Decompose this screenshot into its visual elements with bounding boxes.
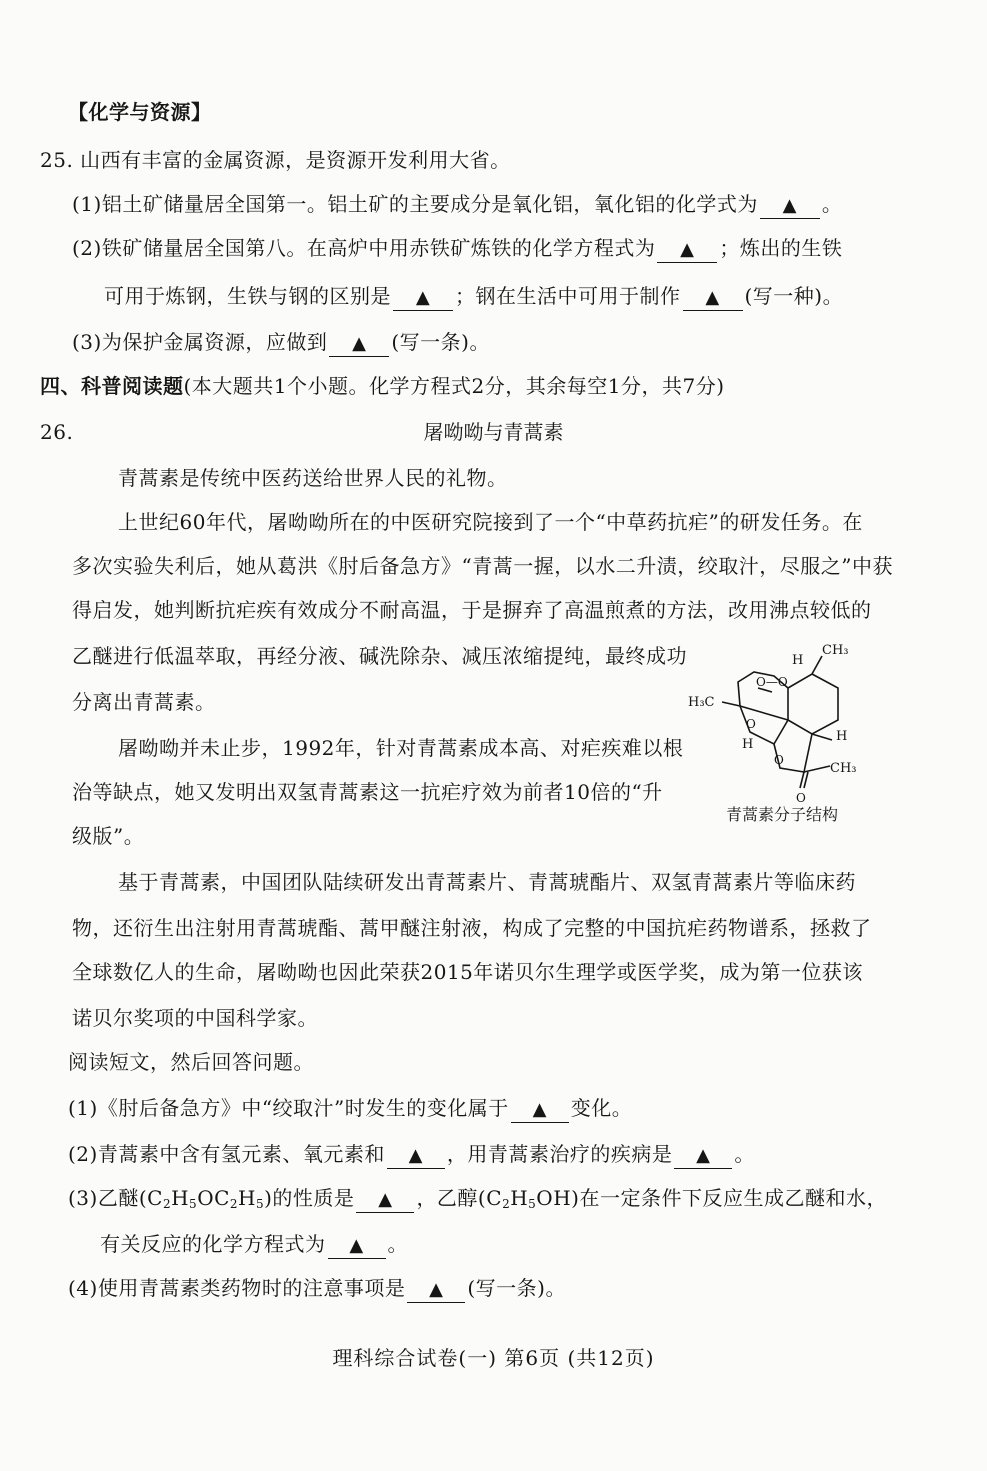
para2-line2: 多次实验失利后，她从葛洪《肘后备急方》“青蒿一握，以水二升渍，绞取汁，尽服之”中获 bbox=[72, 554, 893, 578]
answer-blank[interactable]: ▲ bbox=[760, 194, 820, 219]
q25-part1: (1)铝土矿储量居全国第一。铝土矿的主要成分是氧化铝，氧化铝的化学式为 ▲ 。 bbox=[72, 190, 842, 219]
figure-caption: 青蒿素分子结构 bbox=[726, 805, 839, 824]
ethanol-formula: $C_2H_5OH$ bbox=[486, 1186, 572, 1211]
cyclohexane-ring bbox=[788, 674, 838, 734]
para4-line2: 物，还衍生出注射用青蒿琥酯、蒿甲醚注射液，构成了完整的中国抗疟药物谱系，拯救了 bbox=[72, 916, 872, 940]
para1: 青蒿素是传统中医药送给世界人民的礼物。 bbox=[118, 466, 508, 490]
section-heading: 【化学与资源】 bbox=[68, 100, 212, 124]
oxygen-label: O—O bbox=[756, 675, 788, 689]
oxygen-label: O bbox=[796, 791, 806, 805]
q26-number: 26. bbox=[40, 420, 74, 444]
q25-stem: 25. 山西有丰富的金属资源，是资源开发利用大省。 bbox=[40, 148, 511, 172]
para3-line3: 级版”。 bbox=[72, 824, 145, 848]
q26-sub3: (3)乙醚$(C_2H_5OC_2H_5)$的性质是 ▲ ，乙醇$(C_2H_5OH)$在一定条件下反应生成乙醚和水， bbox=[68, 1186, 887, 1211]
ch3-right-label: CH₃ bbox=[830, 761, 857, 776]
para4-line3: 全球数亿人的生命，屠呦呦也因此荣获2015年诺贝尔生理学或医学奖，成为第一位获该 bbox=[72, 960, 863, 984]
answer-blank[interactable]: ▲ bbox=[387, 1144, 445, 1169]
q26-sub1: (1)《肘后备急方》中“绞取汁”时发生的变化属于 ▲ 变化。 bbox=[68, 1094, 632, 1123]
answer-blank[interactable]: ▲ bbox=[393, 286, 453, 311]
answer-blank[interactable]: ▲ bbox=[511, 1098, 569, 1123]
para2-line3: 得启发，她判断抗疟疾有效成分不耐高温，于是摒弃了高温煎煮的方法，改用沸点较低的 bbox=[72, 598, 872, 622]
para4-line1: 基于青蒿素，中国团队陆续研发出青蒿素片、青蒿琥酯片、双氢青蒿素片等临床药 bbox=[118, 870, 856, 894]
answer-blank[interactable]: ▲ bbox=[407, 1278, 465, 1303]
h3c-label: H₃C bbox=[688, 695, 715, 710]
para4-line4: 诺贝尔奖项的中国科学家。 bbox=[72, 1006, 318, 1030]
answer-blank[interactable]: ▲ bbox=[683, 286, 743, 311]
answer-blank[interactable]: ▲ bbox=[657, 238, 717, 263]
h-label-top: H bbox=[792, 653, 804, 668]
q25-part2: (2)铁矿储量居全国第八。在高炉中用赤铁矿炼铁的化学方程式为 ▲ ；炼出的生铁 bbox=[72, 234, 842, 263]
para2-line4: 乙醚进行低温萃取，再经分液、碱洗除杂、减压浓缩提纯，最终成功 bbox=[72, 644, 687, 668]
instruction: 阅读短文，然后回答问题。 bbox=[68, 1050, 314, 1074]
para3-line1: 屠呦呦并未止步，1992年，针对青蒿素成本高、对疟疾难以根 bbox=[118, 736, 684, 760]
h-label-right: H bbox=[836, 729, 848, 744]
q25-part3: (3)为保护金属资源，应做到 ▲ (写一条)。 bbox=[72, 328, 490, 357]
q26-sub2: (2)青蒿素中含有氢元素、氧元素和 ▲ ，用青蒿素治疗的疾病是 ▲ 。 bbox=[68, 1140, 755, 1169]
answer-blank[interactable]: ▲ bbox=[356, 1188, 414, 1213]
oxygen-label: O bbox=[746, 717, 756, 731]
h-label-left: H bbox=[742, 737, 754, 752]
ch3-top-label: CH₃ bbox=[822, 643, 849, 658]
page-footer: 理科综合试卷(一) 第6页 (共12页) bbox=[332, 1346, 655, 1370]
answer-blank[interactable]: ▲ bbox=[674, 1144, 732, 1169]
q26-sub3-cont: 有关反应的化学方程式为 ▲ 。 bbox=[100, 1230, 408, 1259]
answer-blank[interactable]: ▲ bbox=[329, 332, 389, 357]
section4-heading: 四、科普阅读题(本大题共1个小题。化学方程式2分，其余每空1分，共7分) bbox=[40, 374, 725, 398]
para2-line1: 上世纪60年代，屠呦呦所在的中医研究院接到了一个“中草药抗疟”的研发任务。在 bbox=[118, 510, 863, 534]
answer-blank[interactable]: ▲ bbox=[328, 1234, 386, 1259]
para2-line5: 分离出青蒿素。 bbox=[72, 690, 216, 714]
q25-part2-cont: 可用于炼钢，生铁与钢的区别是 ▲ ；钢在生活中可用于制作 ▲ (写一种)。 bbox=[104, 282, 843, 311]
ether-formula: $C_2H_5OC_2H_5$ bbox=[147, 1186, 265, 1211]
article-title: 屠呦呦与青蒿素 bbox=[423, 420, 564, 444]
oxygen-label: O bbox=[774, 753, 784, 767]
q26-sub4: (4)使用青蒿素类药物时的注意事项是 ▲ (写一条)。 bbox=[68, 1274, 566, 1303]
para3-line2: 治等缺点，她又发明出双氢青蒿素这一抗疟疗效为前者10倍的“升 bbox=[72, 780, 663, 804]
